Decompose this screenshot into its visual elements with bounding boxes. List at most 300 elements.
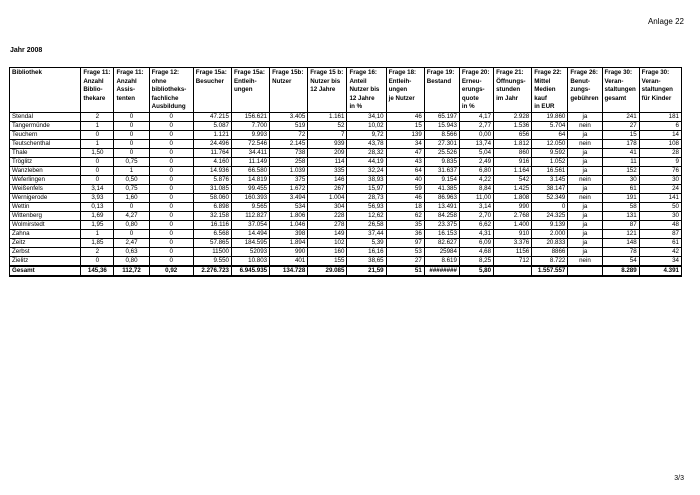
library-name-cell: Zahna	[10, 229, 81, 238]
column-header-line: Nutzer bis	[310, 77, 341, 85]
column-header-line: Frage 18:	[388, 69, 417, 76]
table-cell: nein	[568, 139, 602, 148]
column-header-line: Medien	[534, 86, 556, 93]
table-cell: 57.865	[193, 238, 231, 247]
column-header-line: Benut-	[570, 77, 590, 85]
table-cell: 9,72	[347, 130, 386, 139]
table-cell: 4,27	[114, 211, 149, 220]
table-cell: 7	[308, 130, 347, 139]
library-name-cell: Wolmirstedt	[10, 220, 81, 229]
column-header	[602, 68, 639, 113]
table-cell: 14.819	[231, 175, 269, 184]
table-cell: 48	[639, 220, 681, 229]
column-header-line: Veran-	[604, 77, 624, 85]
table-cell: 8,25	[459, 256, 493, 266]
table-cell: 14.936	[193, 166, 231, 175]
table-cell: 0,80	[114, 220, 149, 229]
table-cell: ja	[568, 220, 602, 229]
table-cell: 0	[81, 166, 114, 175]
table-cell: 2	[81, 247, 114, 256]
table-cell: 11	[602, 157, 639, 166]
column-header-line: in EUR	[534, 103, 555, 110]
table-cell: 0	[114, 229, 149, 238]
column-header-line: Anteil	[349, 77, 367, 85]
library-name-cell: Zerbst	[10, 247, 81, 256]
table-cell: 8.566	[424, 130, 459, 139]
table-cell: 860	[494, 148, 532, 157]
table-cell: ja	[568, 238, 602, 247]
column-header	[424, 68, 459, 113]
library-name-cell: Zielitz	[10, 256, 81, 266]
table-cell: 0	[114, 130, 149, 139]
table-cell: 9.139	[532, 220, 568, 229]
column-header-line: Veran-	[641, 77, 661, 85]
table-cell: 6.898	[193, 202, 231, 211]
table-cell: 26,58	[347, 220, 386, 229]
column-header	[639, 68, 681, 113]
table-cell: 38,93	[347, 175, 386, 184]
table-cell: 61	[639, 238, 681, 247]
table-cell: 47.215	[193, 112, 231, 121]
table-cell: 1.052	[532, 157, 568, 166]
table-cell: 2	[81, 112, 114, 121]
table-cell: 64	[386, 166, 424, 175]
column-header-line: Frage 15b:	[272, 69, 304, 76]
table-cell: 156.621	[231, 112, 269, 121]
table-cell: 64	[532, 130, 568, 139]
table-row	[10, 148, 682, 157]
table-cell: 0	[114, 139, 149, 148]
table-cell: 8866	[532, 247, 568, 256]
table-cell: 2.000	[532, 229, 568, 238]
table-cell: 375	[270, 175, 308, 184]
column-header-line: Frage 11:	[83, 69, 111, 76]
table-cell: 58	[602, 202, 639, 211]
table-cell: 1.164	[494, 166, 532, 175]
table-cell: 1,50	[81, 148, 114, 157]
table-cell: 131	[602, 211, 639, 220]
table-cell: 62	[386, 211, 424, 220]
column-header-line: Frage 30:	[604, 69, 633, 76]
table-cell: 184.595	[231, 238, 269, 247]
table-cell: 40	[386, 175, 424, 184]
table-cell: 398	[270, 229, 308, 238]
table-cell: 335	[308, 166, 347, 175]
table-cell: 27	[602, 121, 639, 130]
column-header-line: gesamt	[604, 94, 627, 102]
column-header-line: Entleih-	[233, 77, 257, 85]
column-header-line: für Kinder	[641, 94, 672, 102]
table-cell: 38.147	[532, 184, 568, 193]
library-name-cell: Tangermünde	[10, 121, 81, 130]
column-header-line: Öffnungs-	[496, 77, 526, 85]
table-cell: 0	[114, 202, 149, 211]
column-header-line: in %	[349, 103, 363, 110]
column-header-line: Frage 21:	[496, 69, 524, 76]
table-cell: 44,19	[347, 157, 386, 166]
table-cell: 29.085	[308, 266, 347, 276]
table-cell: 3.405	[270, 112, 308, 121]
table-cell: 990	[494, 202, 532, 211]
table-cell: 16.561	[532, 166, 568, 175]
table-cell: 1.812	[494, 139, 532, 148]
column-header-line: Nutzer bis	[349, 86, 380, 93]
year-heading: Jahr 2008	[10, 47, 43, 54]
table-body	[10, 112, 682, 276]
table-cell: 3,93	[81, 193, 114, 202]
table-cell: ja	[568, 184, 602, 193]
table-cell: 34.411	[231, 148, 269, 157]
library-name-cell: Tröglitz	[10, 157, 81, 166]
table-row	[10, 157, 682, 166]
column-header	[270, 68, 308, 113]
table-cell: 0	[149, 121, 193, 130]
table-cell: 1	[114, 166, 149, 175]
column-header-line: Frage 16:	[349, 69, 377, 76]
table-cell: 15.943	[424, 121, 459, 130]
library-name-cell: Thale	[10, 148, 81, 157]
table-cell: 1.161	[308, 112, 347, 121]
table-cell: 30	[602, 175, 639, 184]
table-cell: 209	[308, 148, 347, 157]
table-cell: 6	[639, 121, 681, 130]
table-cell: ja	[568, 166, 602, 175]
table-cell: 0,75	[114, 184, 149, 193]
table-cell: 0	[149, 220, 193, 229]
table-cell: 52.349	[532, 193, 568, 202]
table-cell: 6,80	[459, 166, 493, 175]
table-cell: ja	[568, 130, 602, 139]
table-cell: 519	[270, 121, 308, 130]
table-cell: 149	[308, 229, 347, 238]
table-cell: 9	[639, 157, 681, 166]
table-cell: 304	[308, 202, 347, 211]
table-cell: ja	[568, 202, 602, 211]
table-cell: 0	[81, 157, 114, 166]
table-cell: 56,93	[347, 202, 386, 211]
table-cell: 27.301	[424, 139, 459, 148]
column-header	[386, 68, 424, 113]
table-cell: 6.568	[193, 229, 231, 238]
table-cell: 241	[602, 112, 639, 121]
table-cell: 0,75	[114, 157, 149, 166]
table-cell: 53	[386, 247, 424, 256]
column-header-line: Frage 20:	[461, 69, 490, 76]
total-row	[10, 266, 682, 276]
table-cell: 191	[602, 193, 639, 202]
table-cell: 38,65	[347, 256, 386, 266]
column-header-line: Mittel	[534, 77, 551, 85]
table-cell: 534	[270, 202, 308, 211]
column-header	[308, 68, 347, 113]
table-cell: 0	[149, 112, 193, 121]
table-cell: 8.289	[602, 266, 639, 276]
column-header-line: Anzahl	[116, 77, 137, 85]
table-cell: 0	[149, 193, 193, 202]
column-header-line: Frage 15a:	[233, 69, 265, 76]
table-cell: 155	[308, 256, 347, 266]
table-cell: 18	[386, 202, 424, 211]
table-cell: 28,32	[347, 148, 386, 157]
table-cell: 4,68	[459, 247, 493, 256]
table-cell: 16,16	[347, 247, 386, 256]
table-cell: 0,13	[81, 202, 114, 211]
column-header-line: Frage 22:	[534, 69, 562, 76]
table-cell: 4,31	[459, 229, 493, 238]
table-cell: 87	[639, 229, 681, 238]
column-header-line: ohne	[151, 77, 167, 85]
column-header-line: bibliotheks-	[151, 86, 187, 93]
library-name-cell: Wernigerode	[10, 193, 81, 202]
table-cell: 15	[386, 121, 424, 130]
table-cell: nein	[568, 193, 602, 202]
library-name-cell: Teuchern	[10, 130, 81, 139]
table-cell: 9.565	[231, 202, 269, 211]
table-cell: 108	[639, 139, 681, 148]
table-cell: 1	[81, 139, 114, 148]
column-header-line: Assis-	[116, 86, 136, 93]
table-cell	[568, 266, 602, 276]
table-row	[10, 202, 682, 211]
table-cell: 6,09	[459, 238, 493, 247]
column-header-line: Erneu-	[461, 77, 482, 85]
table-cell: 28,73	[347, 193, 386, 202]
table-cell: 121	[602, 229, 639, 238]
column-header	[532, 68, 568, 113]
table-cell: 59	[386, 184, 424, 193]
column-header-line: Frage 15 b:	[310, 69, 344, 76]
table-row	[10, 121, 682, 130]
column-header-line: stunden	[496, 86, 521, 93]
column-header-line: erungs-	[461, 86, 485, 93]
table-cell: 0,50	[114, 175, 149, 184]
table-cell: 0	[149, 139, 193, 148]
table-cell: ja	[568, 211, 602, 220]
table-cell: 145,36	[81, 266, 114, 276]
column-header	[347, 68, 386, 113]
table-cell: 58.060	[193, 193, 231, 202]
table-cell: 401	[270, 256, 308, 266]
table-cell: 14.494	[231, 229, 269, 238]
table-cell: 4,17	[459, 112, 493, 121]
table-cell: 1.039	[270, 166, 308, 175]
column-header	[149, 68, 193, 113]
table-cell: 5,04	[459, 148, 493, 157]
column-header-line: gebühren	[570, 94, 599, 102]
table-cell: 0	[149, 157, 193, 166]
table-cell: 8,84	[459, 184, 493, 193]
table-cell: 9.550	[193, 256, 231, 266]
table-cell: 32.158	[193, 211, 231, 220]
table-cell: 656	[494, 130, 532, 139]
table-cell: 36	[386, 229, 424, 238]
column-header-line: Bibliothek	[12, 69, 42, 76]
table-cell: 0	[149, 202, 193, 211]
column-header-line: Entleih-	[388, 77, 412, 85]
table-cell: 112.827	[231, 211, 269, 220]
table-cell: 0,92	[149, 266, 193, 276]
table-cell: 148	[602, 238, 639, 247]
table-cell: 0	[149, 229, 193, 238]
table-row	[10, 220, 682, 229]
table-cell: 712	[494, 256, 532, 266]
table-cell: 3.145	[532, 175, 568, 184]
column-header-line: Frage 30:	[641, 69, 670, 76]
column-header-line: kauf	[534, 94, 547, 102]
table-cell: 11,00	[459, 193, 493, 202]
table-cell: 1.806	[270, 211, 308, 220]
table-cell: 20.833	[532, 238, 568, 247]
library-name-cell: Gesamt	[10, 266, 81, 276]
table-cell: 1.536	[494, 121, 532, 130]
table-cell: 0	[149, 166, 193, 175]
table-cell: 30	[639, 175, 681, 184]
table-row	[10, 175, 682, 184]
table-cell: 1.046	[270, 220, 308, 229]
table-cell: 46	[386, 112, 424, 121]
table-cell: 37,44	[347, 229, 386, 238]
column-header	[459, 68, 493, 113]
table-cell: 2.276.723	[193, 266, 231, 276]
column-header	[494, 68, 532, 113]
library-name-cell: Teutschenthal	[10, 139, 81, 148]
table-cell: 139	[386, 130, 424, 139]
table-cell: 2.145	[270, 139, 308, 148]
table-cell: 1156	[494, 247, 532, 256]
column-header-line: Ausbildung	[151, 103, 186, 110]
table-cell: 10,02	[347, 121, 386, 130]
page-number: 3/3	[674, 475, 684, 482]
column-header-line: 12 Jahre	[310, 86, 336, 93]
table-cell: 2,77	[459, 121, 493, 130]
table-cell: 258	[270, 157, 308, 166]
table-cell: 6.945.935	[231, 266, 269, 276]
column-header-line: ungen	[388, 86, 408, 93]
column-header-line: tenten	[116, 94, 136, 102]
table-cell: ########	[424, 266, 459, 276]
table-cell: 141	[639, 193, 681, 202]
column-header	[81, 68, 114, 113]
table-cell: 2.928	[494, 112, 532, 121]
column-header-line: Frage 19:	[426, 69, 455, 76]
table-cell: 61	[602, 184, 639, 193]
table-cell: 102	[308, 238, 347, 247]
table-cell: 19.860	[532, 112, 568, 121]
table-cell: 11500	[193, 247, 231, 256]
library-name-cell: Wanzleben	[10, 166, 81, 175]
table-row	[10, 139, 682, 148]
column-header-line: thekare	[83, 94, 106, 102]
table-cell: 0	[81, 256, 114, 266]
table-cell: 35	[386, 220, 424, 229]
column-header-line: ungen	[233, 86, 253, 93]
table-cell: 65.197	[424, 112, 459, 121]
column-header	[193, 68, 231, 113]
table-cell: 54	[602, 256, 639, 266]
table-cell: 16.153	[424, 229, 459, 238]
table-cell: 1.557.557	[532, 266, 568, 276]
table-cell: 24	[639, 184, 681, 193]
table-cell: 82.627	[424, 238, 459, 247]
table-cell: 9.993	[231, 130, 269, 139]
table-cell: 939	[308, 139, 347, 148]
table-cell: 0	[149, 211, 193, 220]
table-cell: 267	[308, 184, 347, 193]
table-cell: ja	[568, 157, 602, 166]
table-cell: 52093	[231, 247, 269, 256]
table-cell: 14	[639, 130, 681, 139]
table-cell: 25.526	[424, 148, 459, 157]
library-statistics-table	[9, 67, 682, 277]
table-cell: 30	[639, 211, 681, 220]
table-cell: 5,39	[347, 238, 386, 247]
table-cell: 1.894	[270, 238, 308, 247]
table-cell: ja	[568, 247, 602, 256]
column-header-line: Anzahl	[83, 77, 104, 85]
table-cell: 34	[639, 256, 681, 266]
column-header-line: staltungen	[604, 86, 636, 93]
table-row	[10, 166, 682, 175]
table-cell: 8.619	[424, 256, 459, 266]
table-cell: 0	[149, 256, 193, 266]
table-cell: 5.087	[193, 121, 231, 130]
table-cell: 97	[386, 238, 424, 247]
table-cell: 52	[308, 121, 347, 130]
table-cell: 178	[602, 139, 639, 148]
column-header-line: Frage 12:	[151, 69, 180, 76]
column-header-line: Bestand	[426, 77, 452, 85]
column-header	[114, 68, 149, 113]
table-row	[10, 130, 682, 139]
table-cell: 50	[639, 202, 681, 211]
table-cell: 542	[494, 175, 532, 184]
table-cell: 32,24	[347, 166, 386, 175]
table-cell: 11.149	[231, 157, 269, 166]
table-cell: ja	[568, 229, 602, 238]
table-cell: 5.876	[193, 175, 231, 184]
table-cell: 738	[270, 148, 308, 157]
table-cell: 21,59	[347, 266, 386, 276]
table-cell: 51	[386, 266, 424, 276]
table-cell: ja	[568, 148, 602, 157]
table-cell: 152	[602, 166, 639, 175]
table-cell: 112,72	[114, 266, 149, 276]
table-cell: 0	[149, 238, 193, 247]
table-cell: 278	[308, 220, 347, 229]
table-header-row	[10, 68, 682, 113]
column-header-line: 12 Jahre	[349, 94, 375, 102]
table-cell: 46	[386, 193, 424, 202]
table-cell: 41	[602, 148, 639, 157]
table-cell: 10.803	[231, 256, 269, 266]
table-cell: 86.963	[424, 193, 459, 202]
library-name-cell: Weißenfels	[10, 184, 81, 193]
table-cell: 3,14	[459, 202, 493, 211]
table-cell: 0	[149, 247, 193, 256]
table-cell: 0	[149, 175, 193, 184]
column-header-line: staltungen	[641, 86, 673, 93]
table-cell: 12.050	[532, 139, 568, 148]
column-header-line: Biblio-	[83, 86, 103, 93]
table-cell: 2,70	[459, 211, 493, 220]
column-header-line: Besucher	[195, 77, 224, 85]
table-cell: 0	[149, 184, 193, 193]
column-header	[10, 68, 81, 113]
table-cell: 6,62	[459, 220, 493, 229]
table-cell: 34,10	[347, 112, 386, 121]
table-row	[10, 211, 682, 220]
table-cell: 84.258	[424, 211, 459, 220]
